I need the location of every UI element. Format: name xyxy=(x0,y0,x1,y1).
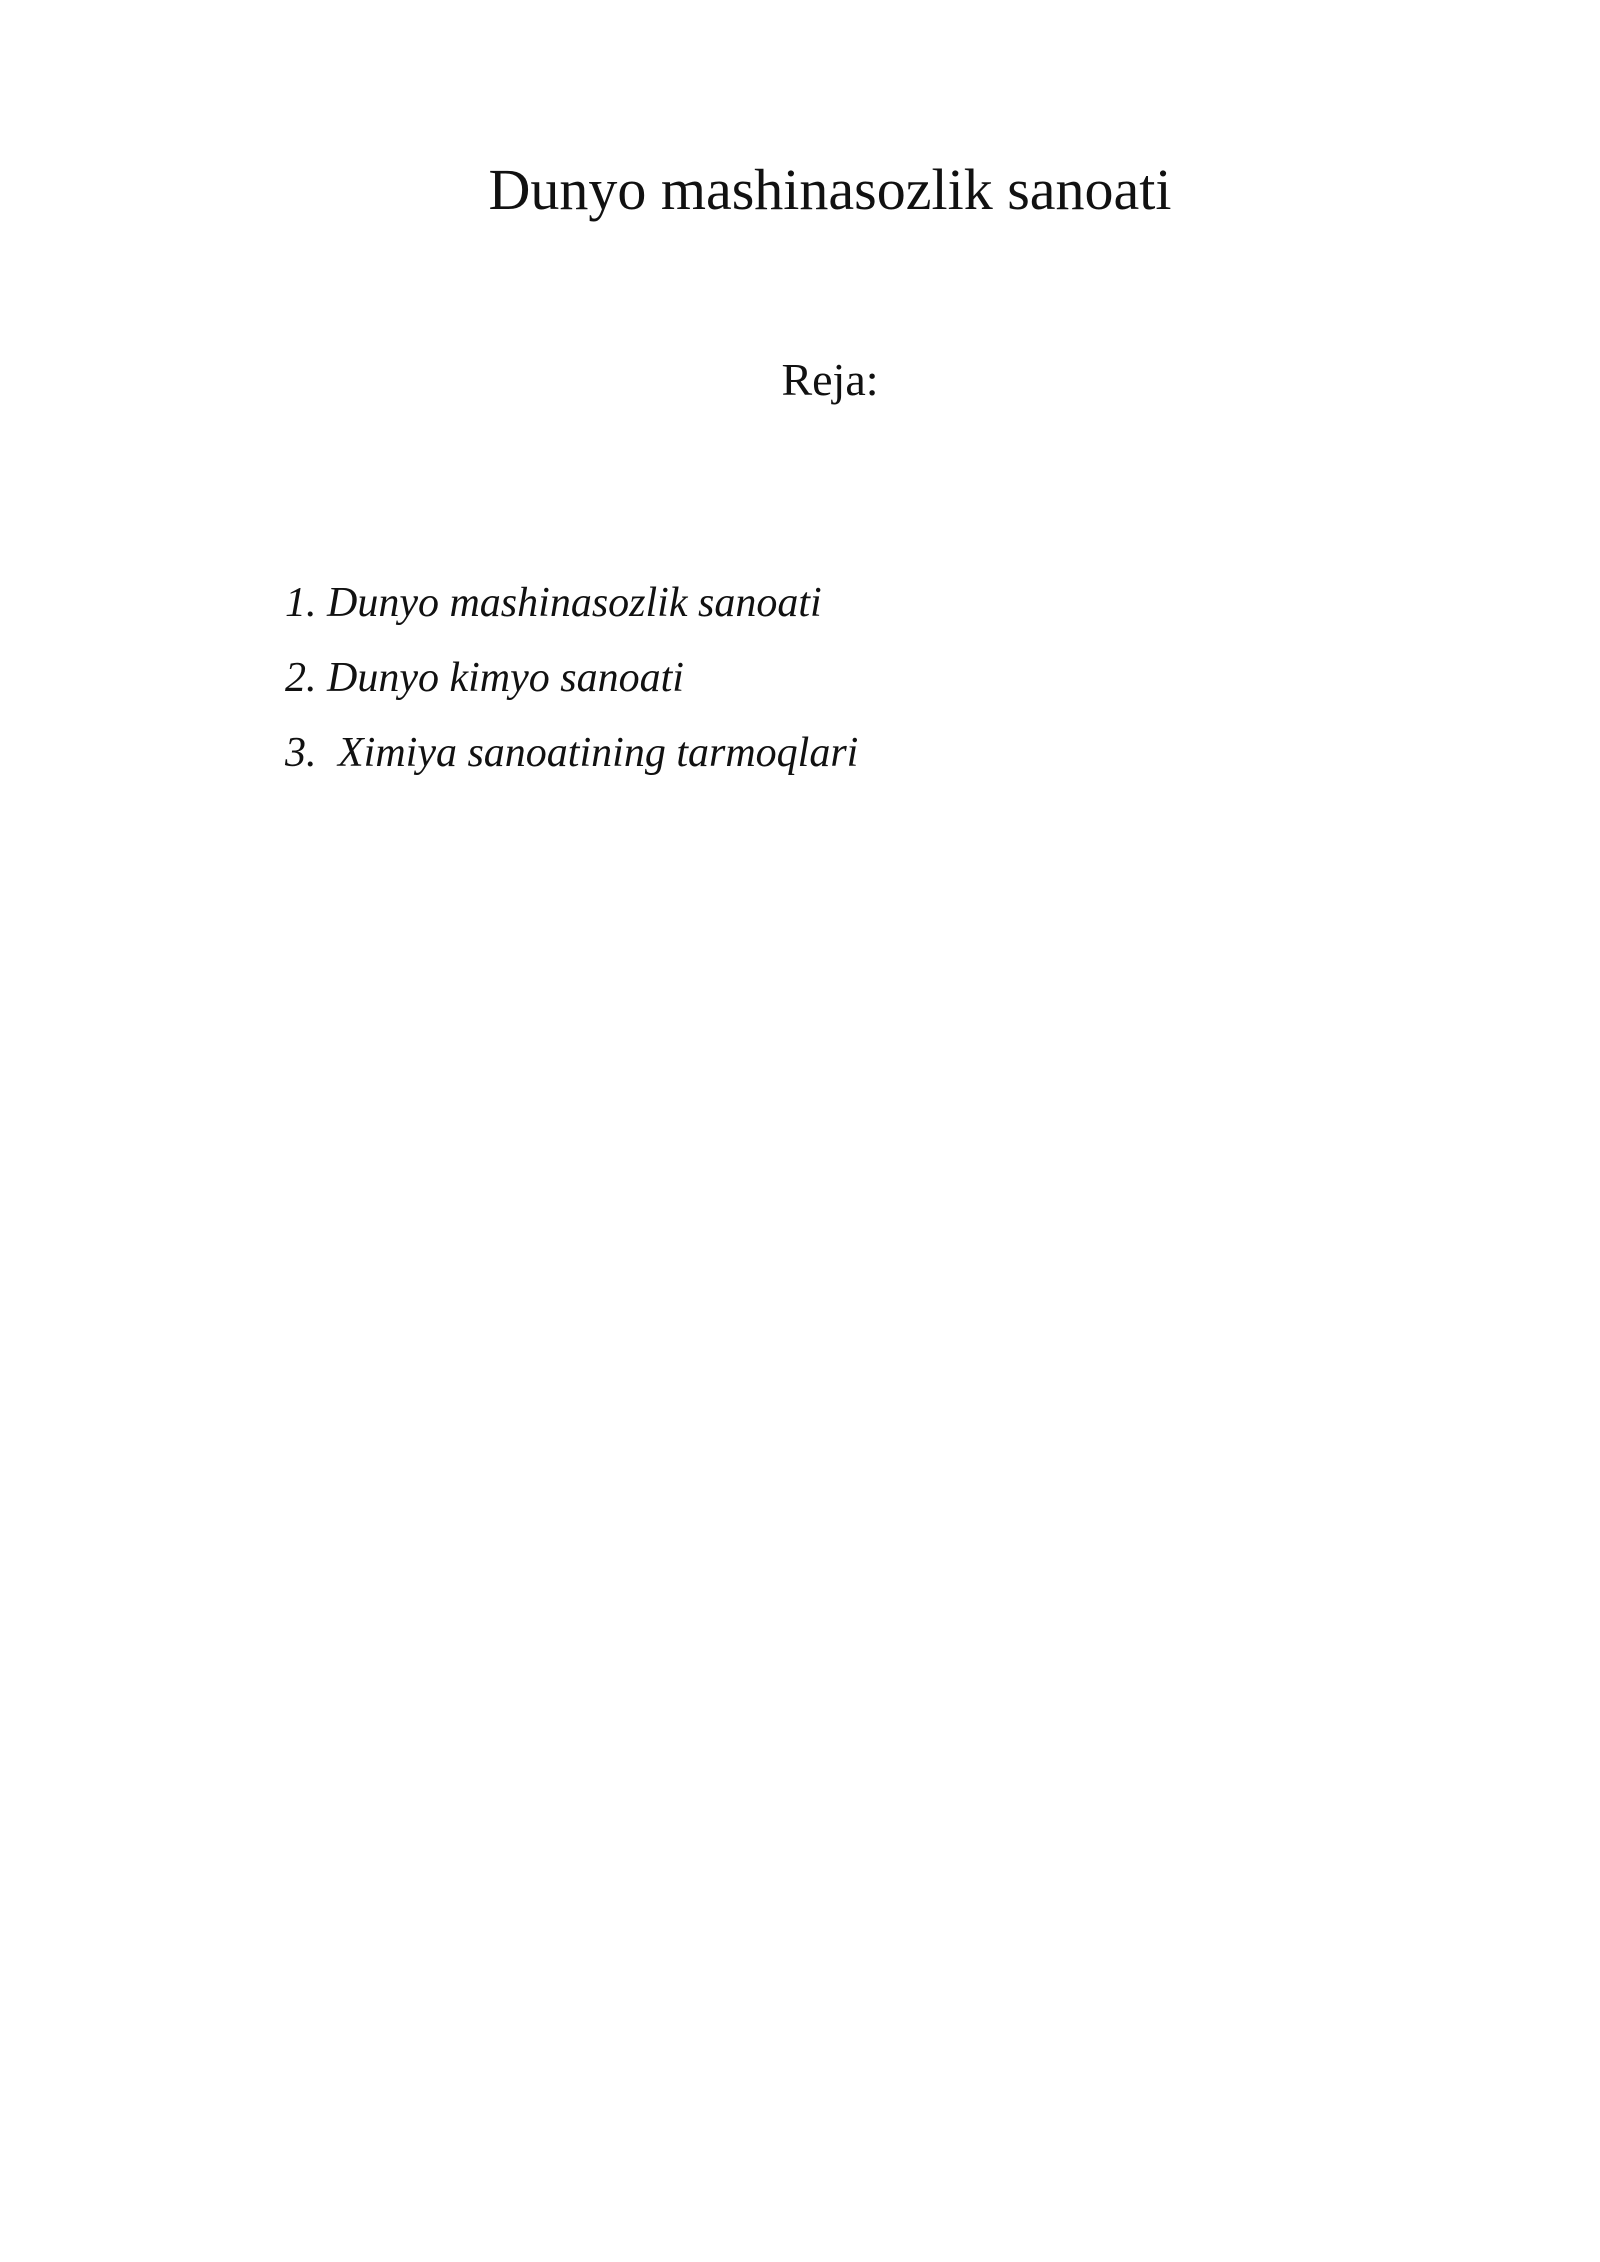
list-item-text: Dunyo mashinasozlik sanoati xyxy=(327,580,822,626)
list-item xyxy=(285,566,858,641)
list-item xyxy=(285,716,858,791)
list-item-number: 2. xyxy=(285,655,317,701)
list-item xyxy=(285,641,858,716)
plan-heading: Reja: xyxy=(781,354,879,405)
plan-list xyxy=(285,566,858,791)
list-item-number: 1. xyxy=(285,580,317,626)
list-item-number: 3. xyxy=(285,730,317,776)
document-title: Dunyo mashinasozlik sanoati xyxy=(488,157,1172,222)
list-item-text: Ximiya sanoatining tarmoqlari xyxy=(338,730,859,776)
list-item-text: Dunyo kimyo sanoati xyxy=(327,655,684,701)
